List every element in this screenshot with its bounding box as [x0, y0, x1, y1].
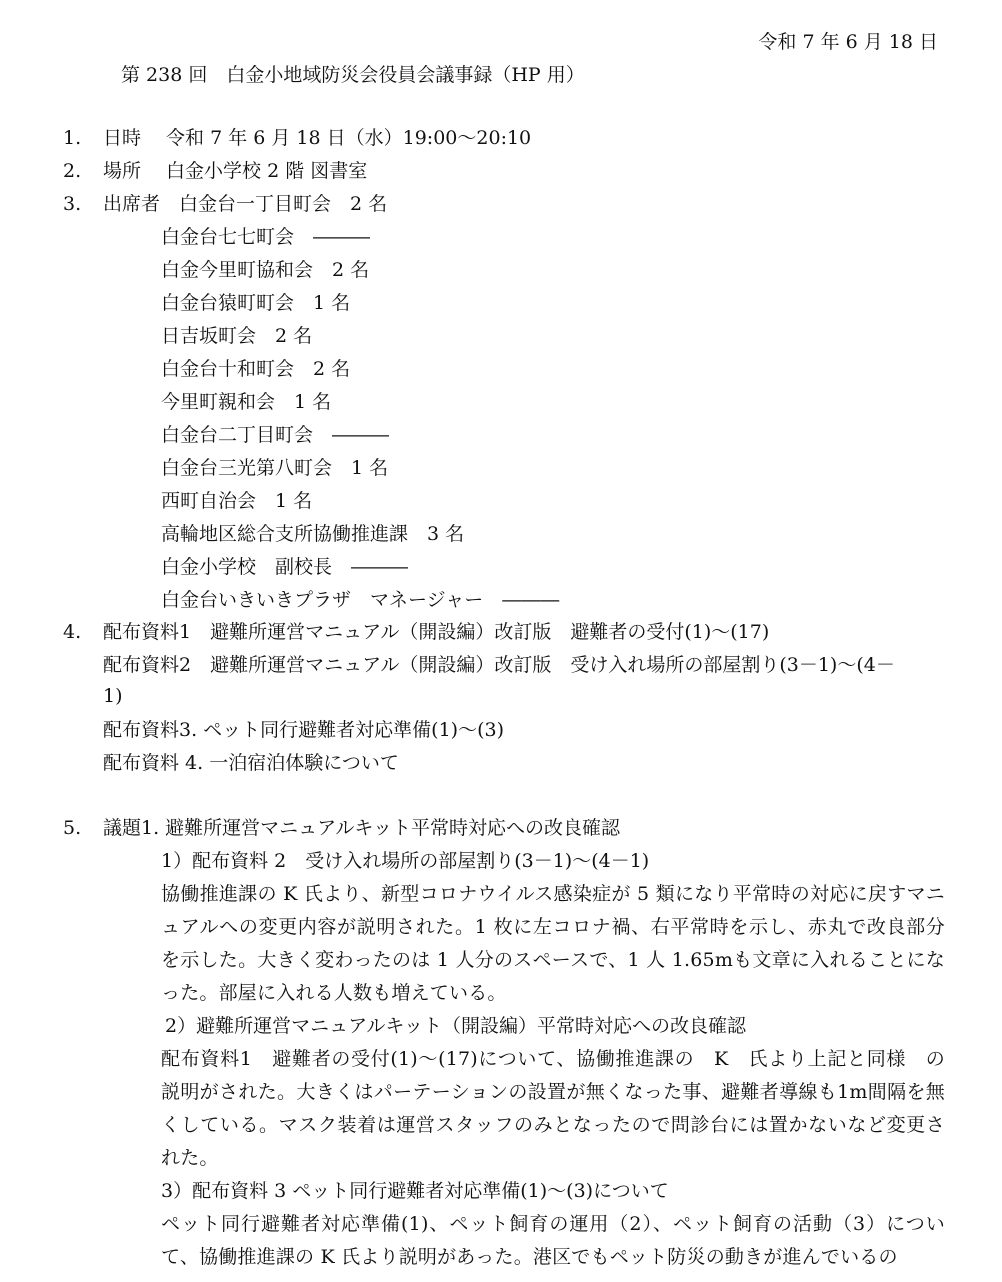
material-line: 配布資料2 避難所運営マニュアル（開設編）改訂版 受け入れ場所の部屋割り(3－1)～(4－ — [103, 654, 895, 676]
attendee-line: 白金台七七町会 ――― — [161, 226, 371, 248]
subsection-heading-2: 2）避難所運営マニュアルキット（開設編）平常時対応への改良確認 — [165, 1015, 746, 1037]
item-place: 場所 白金小学校 2 階 図書室 — [103, 160, 368, 182]
attendee-line: 日吉坂町会 2 名 — [161, 325, 313, 347]
attendee-line: 白金台三光第八町会 1 名 — [161, 457, 389, 479]
subsection-body-1: 協働推進課の K 氏より、新型コロナウイルス感染症が 5 類になり平常時の対応に戻すマニュアルへの変更内容が説明された。1 枚に左コロナ禍、右平常時を示し、赤丸で改良部分を示した。大きく変わったのは 1 人分のスペースで、1 人 1.65mも文章に入れることになった。部屋に入れる人数も増えている。 — [161, 883, 945, 1004]
subsection-body-3: ペット同行避難者対応準備(1)、ペット飼育の運用（2）、ペット飼育の活動（3）について、協働推進課の K 氏より説明があった。港区でもペット防災の動きが進んでいるの — [161, 1213, 945, 1268]
item-number-5: 5. — [63, 817, 82, 839]
document-date: 令和 7 年 6 月 18 日 — [758, 31, 938, 53]
attendee-line: 白金台十和町会 2 名 — [161, 358, 351, 380]
material-line: 配布資料3. ペット同行避難者対応準備(1)～(3) — [103, 719, 504, 741]
attendee-line: 高輪地区総合支所協働推進課 3 名 — [161, 523, 465, 545]
material-line: 配布資料1 避難所運営マニュアル（開設編）改訂版 避難者の受付(1)～(17) — [103, 621, 770, 643]
item-attendees-first: 出席者 白金台一丁目町会 2 名 — [103, 193, 388, 215]
item-number-4: 4. — [63, 621, 82, 643]
attendee-line: 今里町親和会 1 名 — [161, 391, 332, 413]
item-number-1: 1. — [63, 127, 82, 149]
subsection-heading-1: 1）配布資料 2 受け入れ場所の部屋割り(3－1)～(4－1) — [161, 850, 650, 872]
attendee-line: 白金台いきいきプラザ マネージャー ――― — [161, 589, 560, 611]
attendee-line: 白金台二丁目町会 ――― — [161, 424, 390, 446]
agenda-heading: 議題1. 避難所運営マニュアルキット平常時対応への改良確認 — [103, 817, 621, 839]
material-line-continued: 1) — [103, 685, 123, 707]
item-number-2: 2. — [63, 160, 82, 182]
item-number-3: 3. — [63, 193, 82, 215]
attendee-line: 西町自治会 1 名 — [161, 490, 313, 512]
subsection-heading-3: 3）配布資料 3 ペット同行避難者対応準備(1)～(3)について — [161, 1180, 669, 1202]
material-line: 配布資料 4. 一泊宿泊体験について — [103, 752, 399, 774]
subsection-body-2: 配布資料1 避難者の受付(1)～(17)について、協働推進課の K 氏より上記と同様 の説明がされた。大きくはパーテーションの設置が無くなった事、避難者導線も1m間隔を無くしている。マスク装着は運営スタッフのみとなったので問診台には置かないなど変更された。 — [161, 1048, 945, 1169]
document-title: 第 238 回 白金小地域防災会役員会議事録（HP 用） — [121, 64, 585, 86]
attendee-line: 白金小学校 副校長 ――― — [161, 556, 409, 578]
attendee-line: 白金今里町協和会 2 名 — [161, 259, 370, 281]
attendee-line: 白金台猿町町会 1 名 — [161, 292, 351, 314]
item-datetime: 日時 令和 7 年 6 月 18 日（水）19:00～20:10 — [103, 127, 532, 149]
